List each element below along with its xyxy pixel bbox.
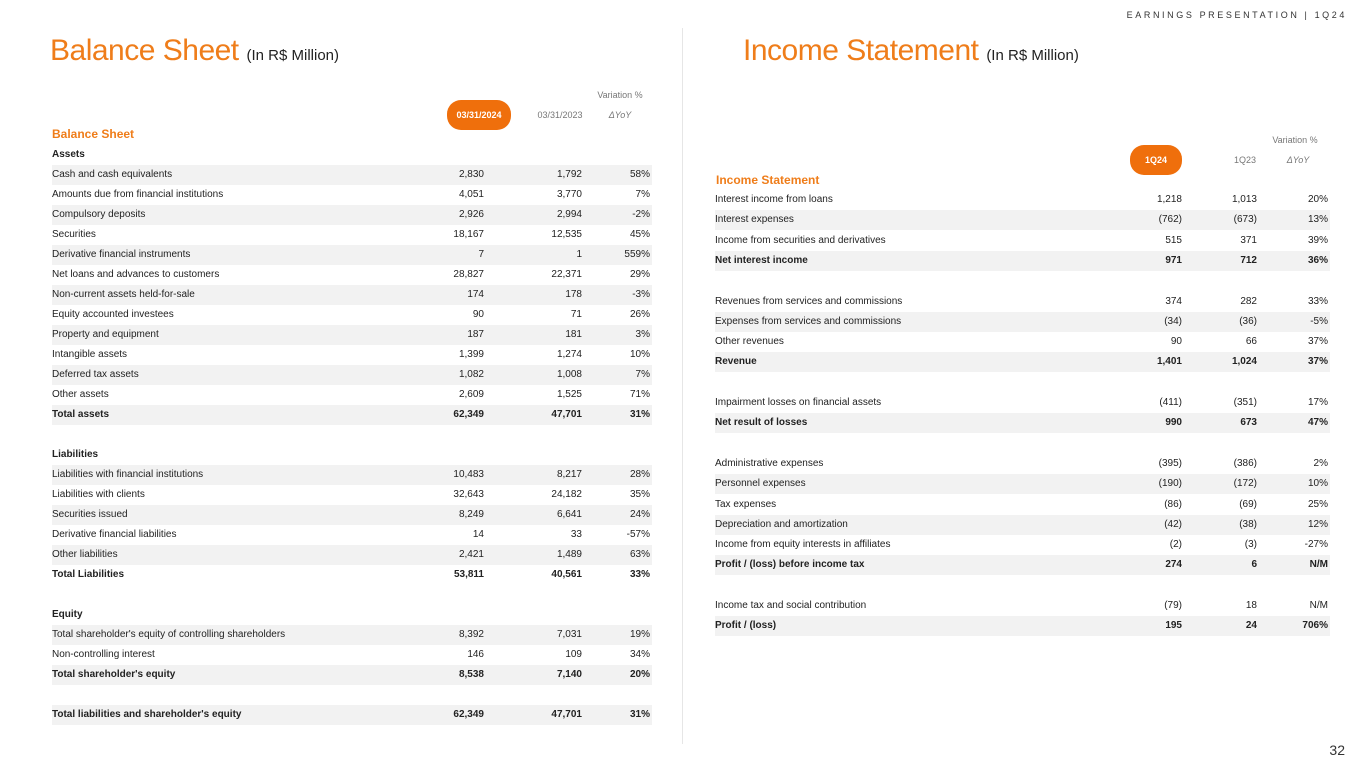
value-current: (395)	[1158, 457, 1182, 469]
col-header-prior: 03/31/2023	[537, 110, 583, 120]
row-label: Liabilities with clients	[52, 489, 145, 500]
value-prior: 6	[1251, 559, 1257, 571]
value-yoy: 33%	[629, 569, 650, 580]
table-row	[52, 305, 652, 325]
spacer-row	[52, 685, 652, 705]
row-label: Tax expenses	[715, 498, 777, 510]
value-yoy: 10%	[629, 349, 650, 360]
value-yoy: 31%	[629, 409, 650, 420]
value-prior: 24	[1245, 620, 1257, 632]
section-title: Income Statement	[716, 173, 820, 187]
value-current: 2,421	[458, 549, 484, 560]
value-prior: 66	[1245, 336, 1257, 348]
row-label: Revenues from services and commissions	[715, 295, 903, 307]
value-current: 1,399	[458, 349, 484, 360]
table-row	[52, 225, 652, 245]
unit-label: (In R$ Million)	[986, 47, 1079, 64]
spacer-row	[52, 425, 652, 445]
group-heading: Liabilities	[52, 449, 99, 460]
value-yoy: 706%	[1302, 620, 1328, 632]
value-current: 146	[467, 649, 484, 660]
value-prior: 24,182	[551, 489, 582, 500]
table-row	[715, 231, 1330, 251]
table-row	[52, 205, 652, 225]
group-heading: Assets	[52, 149, 85, 160]
value-yoy: -3%	[632, 289, 650, 300]
value-prior: 712	[1240, 254, 1257, 266]
value-prior: 22,371	[551, 269, 582, 280]
value-prior: 6,641	[556, 509, 582, 520]
value-yoy: 19%	[629, 629, 650, 640]
spacer-row	[715, 271, 1330, 291]
table-row	[715, 474, 1330, 494]
value-prior: 371	[1240, 234, 1257, 246]
value-yoy: 71%	[629, 389, 650, 400]
value-current: 195	[1165, 620, 1182, 632]
row-label: Depreciation and amortization	[715, 518, 848, 530]
value-current: 1,218	[1156, 194, 1182, 205]
section-title: Balance Sheet	[52, 127, 135, 141]
row-label: Personnel expenses	[715, 478, 806, 490]
row-label: Total shareholder's equity of controlling shareholders	[52, 629, 286, 640]
table-row	[715, 210, 1330, 230]
value-current: 53,811	[453, 569, 484, 580]
value-prior: 181	[565, 329, 582, 340]
value-current: 32,643	[453, 489, 484, 500]
table-row	[52, 165, 652, 185]
title-text: Income Statement	[743, 34, 979, 67]
value-current: (42)	[1164, 518, 1182, 530]
value-yoy: 3%	[635, 329, 650, 340]
table-row	[52, 265, 652, 285]
value-current: 515	[1165, 234, 1182, 246]
table-row	[52, 465, 652, 485]
row-label: Property and equipment	[52, 329, 159, 340]
value-prior: 33	[570, 529, 582, 540]
presentation-header: EARNINGS PRESENTATION | 1Q24	[1126, 10, 1347, 20]
table-row	[715, 515, 1330, 535]
value-current: 14	[472, 529, 484, 540]
value-prior: 7,031	[556, 629, 582, 640]
value-current: 8,538	[458, 669, 484, 680]
value-current: (2)	[1169, 539, 1182, 551]
row-label: Profit / (loss) before income tax	[715, 559, 865, 571]
value-prior: 8,217	[556, 469, 582, 480]
row-label: Other liabilities	[52, 549, 118, 560]
value-current: 2,609	[458, 389, 484, 400]
value-yoy: 37%	[1307, 336, 1328, 348]
value-prior: 47,701	[551, 709, 582, 720]
spacer-row	[715, 373, 1330, 393]
value-prior: (351)	[1233, 397, 1257, 408]
table-row	[52, 705, 652, 725]
value-prior: 282	[1240, 295, 1257, 307]
value-yoy: 37%	[1307, 356, 1328, 368]
value-yoy: 7%	[635, 369, 650, 380]
value-current: 8,392	[458, 629, 484, 640]
table-row	[715, 292, 1330, 312]
table-row	[715, 596, 1330, 616]
value-current: 990	[1165, 417, 1182, 429]
row-label: Net result of losses	[715, 417, 808, 429]
value-prior: 1,792	[556, 169, 582, 180]
row-label: Cash and cash equivalents	[52, 169, 173, 180]
value-prior: 1,274	[556, 349, 582, 360]
value-prior: 18	[1245, 600, 1257, 611]
value-current: 8,249	[458, 509, 484, 520]
row-label: Derivative financial instruments	[52, 249, 191, 260]
value-current: 2,830	[458, 169, 484, 180]
row-label: Amounts due from financial institutions	[52, 189, 224, 200]
table-row	[52, 665, 652, 685]
value-current: 7	[478, 249, 484, 260]
page-number: 32	[1329, 742, 1345, 758]
value-prior: 2,994	[556, 209, 582, 220]
row-label: Interest expenses	[715, 214, 794, 226]
row-label: Total liabilities and shareholder's equity	[52, 709, 242, 720]
row-label: Interest income from loans	[715, 194, 833, 205]
value-prior: 1,013	[1231, 194, 1257, 205]
row-label: Securities issued	[52, 509, 128, 520]
value-prior: (69)	[1239, 498, 1257, 510]
value-prior: 1,008	[556, 369, 582, 380]
row-label: Deferred tax assets	[52, 369, 139, 380]
table-row	[52, 545, 652, 565]
row-label: Revenue	[715, 356, 757, 368]
table-row	[52, 505, 652, 525]
table-row	[715, 535, 1330, 555]
value-yoy: 10%	[1307, 478, 1328, 490]
unit-label: (In R$ Million)	[246, 47, 340, 64]
value-prior: 12,535	[551, 229, 582, 240]
value-yoy: 45%	[629, 229, 650, 240]
col-header-current: 03/31/2024	[447, 100, 511, 130]
table-row	[52, 445, 652, 465]
value-current: (411)	[1159, 397, 1182, 408]
value-yoy: 2%	[1313, 457, 1328, 469]
spacer-row	[715, 434, 1330, 454]
value-yoy: 36%	[1307, 254, 1328, 266]
table-row	[52, 405, 652, 425]
value-prior: 109	[565, 649, 582, 660]
value-current: 62,349	[453, 709, 484, 720]
divider	[682, 28, 683, 744]
row-label: Net loans and advances to customers	[52, 269, 220, 280]
table-row	[52, 325, 652, 345]
value-prior: (673)	[1233, 214, 1257, 226]
variation-header: Variation %	[1272, 135, 1318, 145]
value-prior: (172)	[1233, 478, 1257, 490]
value-current: 374	[1165, 295, 1182, 307]
col-header-prior: 1Q23	[1233, 155, 1257, 165]
group-heading: Equity	[52, 609, 83, 620]
table-row	[52, 605, 652, 625]
table-row	[52, 345, 652, 365]
spacer-row	[715, 576, 1330, 596]
table-row	[52, 645, 652, 665]
value-yoy: 58%	[629, 169, 650, 180]
value-prior: 1,525	[556, 389, 582, 400]
value-prior: 40,561	[551, 569, 582, 580]
row-label: Income from securities and derivatives	[715, 234, 886, 246]
title-text: Balance Sheet	[50, 34, 239, 67]
value-current: (190)	[1158, 478, 1182, 490]
row-label: Other revenues	[715, 336, 784, 348]
value-yoy: -2%	[632, 209, 650, 220]
value-prior: 3,770	[556, 189, 582, 200]
table-row	[715, 352, 1330, 372]
value-current: 28,827	[453, 269, 484, 280]
row-label: Net interest income	[715, 254, 808, 266]
table-row	[52, 185, 652, 205]
table-row	[52, 145, 652, 165]
col-header-yoy: ΔYoY	[608, 110, 632, 120]
value-yoy: 20%	[629, 669, 650, 680]
table-row	[52, 245, 652, 265]
table-row	[52, 285, 652, 305]
row-label: Impairment losses on financial assets	[715, 397, 882, 408]
value-yoy: 559%	[624, 249, 650, 260]
table-row	[52, 385, 652, 405]
value-current: (86)	[1164, 498, 1182, 510]
value-yoy: 34%	[629, 649, 650, 660]
table-row	[715, 312, 1330, 332]
value-current: 1,082	[458, 369, 484, 380]
row-label: Income from equity interests in affiliates	[715, 539, 891, 551]
row-label: Total Liabilities	[52, 569, 125, 580]
col-header-yoy: ΔYoY	[1286, 155, 1310, 165]
value-prior: 1,489	[556, 549, 582, 560]
value-yoy: -5%	[1310, 315, 1328, 327]
value-yoy: 39%	[1307, 234, 1328, 246]
value-yoy: 26%	[629, 309, 650, 320]
value-current: 2,926	[458, 209, 484, 220]
row-label: Non-current assets held-for-sale	[52, 289, 195, 300]
row-label: Profit / (loss)	[715, 620, 777, 632]
table-row	[715, 555, 1330, 575]
value-yoy: 7%	[635, 189, 650, 200]
value-current: 62,349	[453, 409, 484, 420]
value-yoy: 25%	[1307, 498, 1328, 510]
value-prior: 1	[576, 249, 582, 260]
value-yoy: -57%	[626, 529, 650, 540]
row-label: Total assets	[52, 409, 110, 420]
row-label: Administrative expenses	[715, 457, 824, 469]
row-label: Liabilities with financial institutions	[52, 469, 204, 480]
value-yoy: 24%	[629, 509, 650, 520]
row-label: Expenses from services and commissions	[715, 315, 902, 327]
value-current: (34)	[1164, 315, 1182, 327]
value-current: 90	[472, 309, 484, 320]
table-row	[715, 454, 1330, 474]
variation-header: Variation %	[597, 90, 643, 100]
row-label: Total shareholder's equity	[52, 669, 176, 680]
value-prior: (38)	[1239, 518, 1257, 530]
table-row	[715, 616, 1330, 636]
row-label: Intangible assets	[52, 349, 128, 360]
value-current: (79)	[1164, 600, 1182, 611]
value-yoy: 13%	[1307, 214, 1328, 226]
row-label: Derivative financial liabilities	[52, 529, 177, 540]
value-yoy: 28%	[629, 469, 650, 480]
value-prior: (386)	[1233, 457, 1257, 469]
table-row	[715, 332, 1330, 352]
value-yoy: N/M	[1309, 600, 1328, 611]
value-current: 18,167	[453, 229, 484, 240]
row-label: Equity accounted investees	[52, 309, 174, 320]
value-current: 4,051	[458, 189, 484, 200]
value-current: 90	[1170, 336, 1182, 348]
value-yoy: 35%	[629, 489, 650, 500]
value-prior: 178	[565, 289, 582, 300]
table-row	[715, 190, 1330, 210]
row-label: Compulsory deposits	[52, 209, 146, 220]
table-row	[52, 485, 652, 505]
value-yoy: 12%	[1307, 518, 1328, 530]
value-prior: 1,024	[1231, 356, 1257, 368]
value-yoy: 33%	[1307, 295, 1328, 307]
value-prior: 71	[570, 309, 582, 320]
value-yoy: 31%	[629, 709, 650, 720]
value-current: 274	[1165, 559, 1182, 571]
value-current: (762)	[1158, 214, 1182, 226]
value-prior: 7,140	[556, 669, 582, 680]
table-row	[715, 251, 1330, 271]
value-current: 10,483	[453, 469, 484, 480]
value-yoy: 63%	[629, 549, 650, 560]
table-row	[715, 413, 1330, 433]
value-current: 174	[467, 289, 484, 300]
value-yoy: N/M	[1309, 559, 1328, 571]
value-yoy: 20%	[1307, 194, 1328, 205]
value-current: 1,401	[1156, 356, 1182, 368]
value-prior: (3)	[1244, 539, 1257, 551]
value-prior: 47,701	[551, 409, 582, 420]
table-row	[52, 525, 652, 545]
value-yoy: 29%	[629, 269, 650, 280]
row-label: Other assets	[52, 389, 109, 400]
balance-sheet-title	[50, 34, 339, 68]
row-label: Income tax and social contribution	[715, 600, 867, 611]
spacer-row	[52, 585, 652, 605]
row-label: Non-controlling interest	[52, 649, 155, 660]
value-current: 187	[467, 329, 484, 340]
table-row	[52, 365, 652, 385]
value-current: 971	[1165, 254, 1182, 266]
value-yoy: 17%	[1307, 397, 1328, 408]
table-row	[52, 625, 652, 645]
value-prior: (36)	[1239, 315, 1257, 327]
value-yoy: 47%	[1307, 417, 1328, 429]
value-prior: 673	[1240, 417, 1257, 429]
table-row	[52, 565, 652, 585]
value-yoy: -27%	[1304, 539, 1328, 551]
table-row	[715, 495, 1330, 515]
col-header-current: 1Q24	[1130, 145, 1182, 175]
row-label: Securities	[52, 229, 96, 240]
table-row	[715, 393, 1330, 413]
income-statement-title	[743, 34, 1079, 68]
